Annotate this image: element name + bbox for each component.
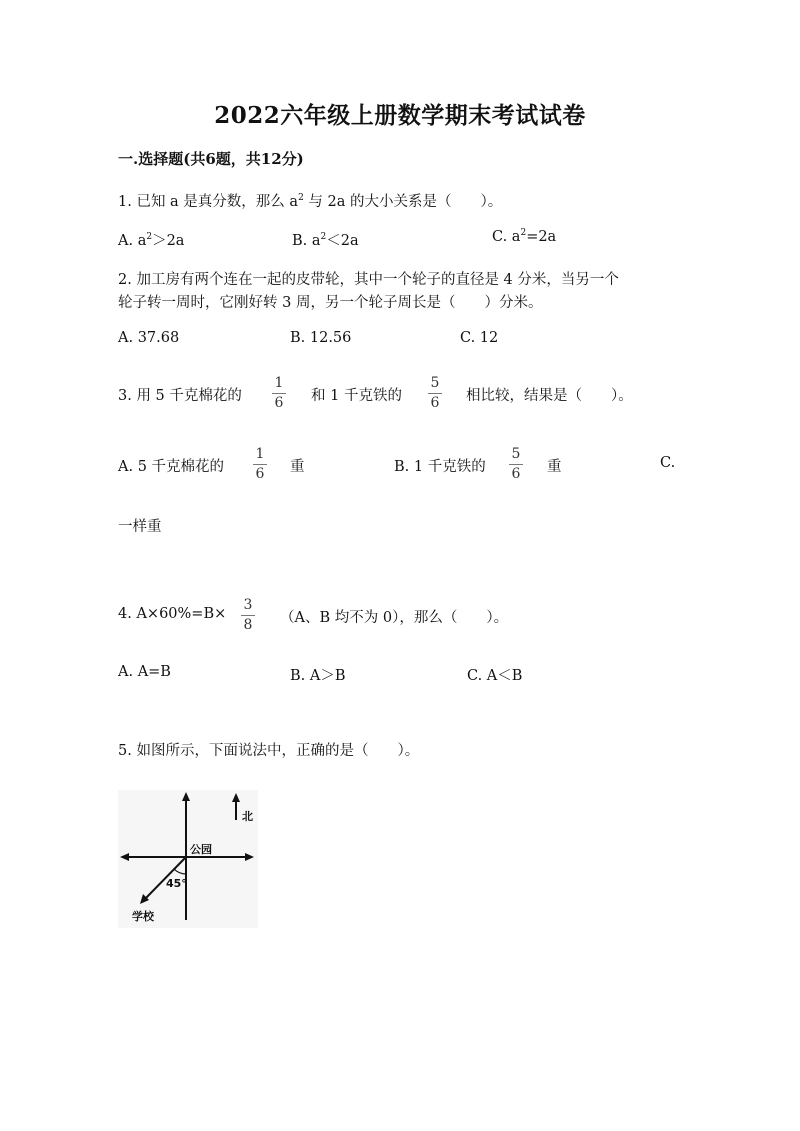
q3-stem-part2: 和 1 千克铁的 — [311, 388, 402, 404]
section-heading: 一.选择题(共6题，共12分) — [118, 150, 304, 168]
q4-option-c: C. A＜B — [467, 668, 523, 684]
q4-fraction-3-8: 3 8 — [238, 598, 258, 633]
q3-option-a-fraction: 1 6 — [250, 447, 270, 482]
q4-stem-part2: （A、B 均不为 0），那么（ ）。 — [280, 610, 509, 626]
q2-stem-line1: 2. 加工房有两个连在一起的皮带轮，其中一个轮子的直径是 4 分米，当另一个 — [118, 272, 619, 288]
q3-stem-part1: 3. 用 5 千克棉花的 — [118, 388, 242, 404]
q1-option-b: B. $a^2<2a$ — [292, 232, 359, 249]
q3-option-a: A. 5 千克棉花的 — [118, 459, 225, 475]
q1-option-a: A. $a^2>2a$ — [118, 232, 185, 249]
q3-option-b-tail: 重 — [547, 459, 562, 475]
direction-diagram — [118, 790, 258, 928]
q3-option-a-tail: 重 — [290, 459, 305, 475]
q2-option-a: A. 37.68 — [118, 330, 180, 346]
north-label: 北 — [242, 810, 253, 823]
school-label: 学校 — [132, 910, 154, 923]
q3-fraction-1-6: 1 6 — [269, 376, 289, 411]
q4-option-b: B. A＞B — [290, 668, 346, 684]
angle-label: 45° — [166, 877, 187, 890]
q3-stem-part3: 相比较，结果是（ ）。 — [466, 388, 633, 404]
q4-option-a: A. A=B — [118, 664, 171, 680]
q2-option-b: B. 12.56 — [290, 330, 352, 346]
page-title: 2022六年级上册数学期末考试试卷 — [214, 102, 586, 129]
q2-option-c: C. 12 — [460, 330, 499, 346]
q5-stem: 5. 如图所示，下面说法中，正确的是（ ）。 — [118, 743, 420, 759]
q1-stem: 1. 已知 a 是真分数，那么 $a^2$ 与 2a 的大小关系是（ ）。 — [118, 193, 503, 210]
q4-stem-part1: 4. A×60%=B× — [118, 606, 227, 622]
q3-option-c: C. — [660, 455, 676, 471]
q3-option-c-continued: 一样重 — [118, 519, 162, 535]
q3-option-b-fraction: 5 6 — [506, 447, 526, 482]
q3-option-b: B. 1 千克铁的 — [394, 459, 486, 475]
q1-option-c: C. $a^2=2a$ — [492, 228, 557, 245]
q2-stem-line2: 轮子转一周时，它刚好转 3 周，另一个轮子周长是（ ）分米。 — [118, 295, 543, 311]
q3-fraction-5-6: 5 6 — [425, 376, 445, 411]
park-label: 公园 — [190, 843, 212, 856]
